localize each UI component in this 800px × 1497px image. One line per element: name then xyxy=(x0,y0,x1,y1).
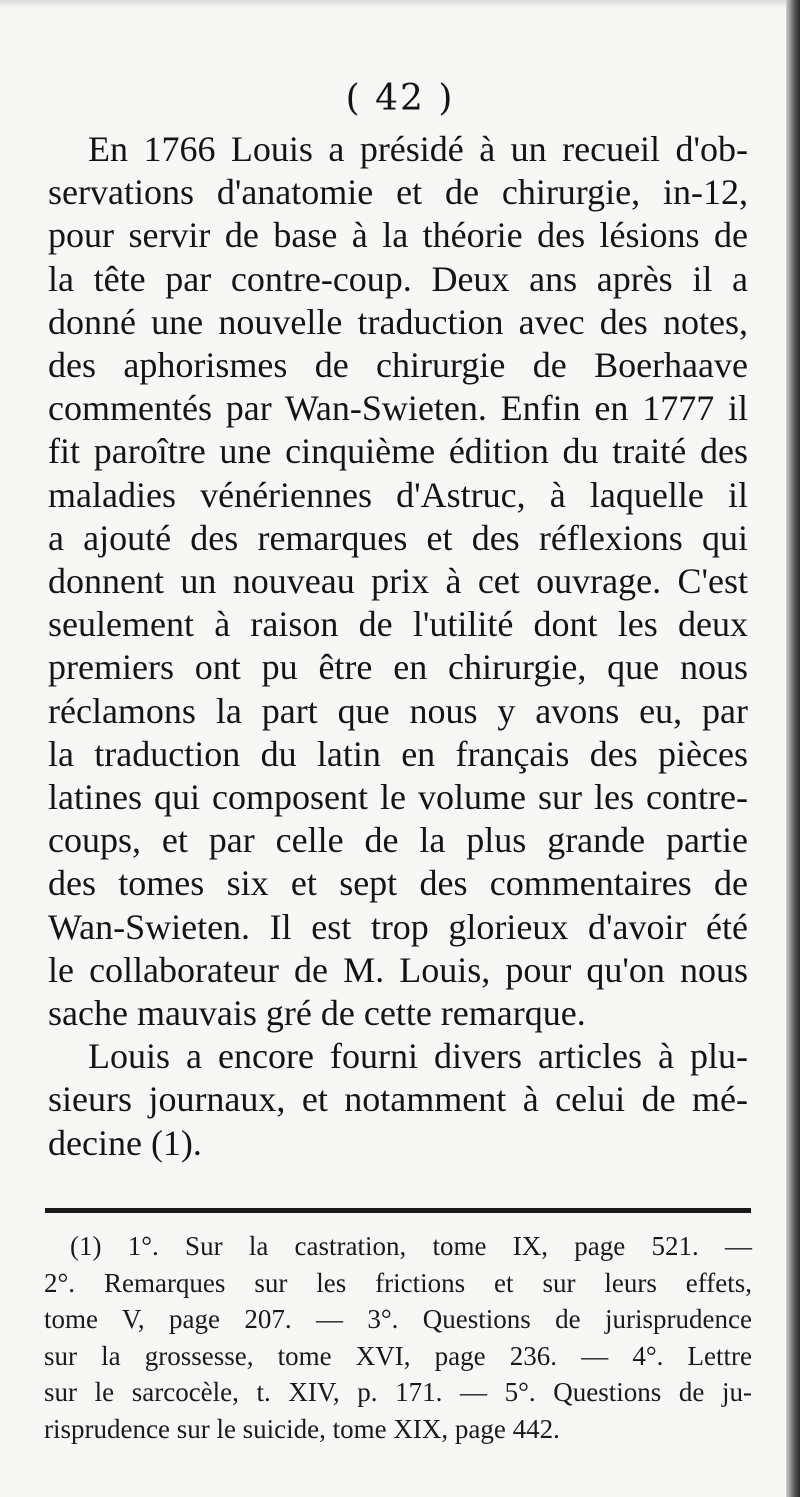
text-line: En 1766 Louis a présidé à un recueil d'ob- xyxy=(88,129,748,169)
text-line: commentés par Wan-Swieten. Enfin en 1777 il xyxy=(48,388,748,429)
footnote-line: tome V, page 207. — 3°. Questions de jurisprudence xyxy=(44,1304,752,1334)
text-line: donnent un nouveau prix à cet ouvrage. C'est xyxy=(48,561,748,602)
text-line: seulement à raison de l'utilité dont les deux xyxy=(48,604,748,645)
text-line: decine (1). xyxy=(48,1122,202,1163)
text-line: latines qui composent le volume sur les contre- xyxy=(48,777,748,818)
text-line: la tête par contre-coup. Deux ans après il a xyxy=(48,258,748,299)
text-line: sache mauvais gré de cette remarque. xyxy=(48,993,586,1034)
text-line: pour servir de base à la théorie des lésions de xyxy=(48,215,748,256)
text-line: servations d'anatomie et de chirurgie, in-12, xyxy=(48,172,748,213)
text-line: Wan-Swieten. Il est trop glorieux d'avoir été xyxy=(48,906,748,947)
text-line: a ajouté des remarques et des réflexions qui xyxy=(48,517,748,558)
text-line: coups, et par celle de la plus grande partie xyxy=(48,820,748,861)
text-line: premiers ont pu être en chirurgie, que nous xyxy=(48,647,748,688)
footnote-separator-rule xyxy=(45,1208,751,1213)
text-line: des tomes six et sept des commentaires de xyxy=(48,863,748,904)
footnote-line: risprudence sur le suicide, tome XIX, page 442. xyxy=(44,1413,560,1444)
page-binding-edge xyxy=(786,0,800,1497)
footnote-line: (1) 1°. Sur la castration, tome IX, page 521. — xyxy=(70,1231,752,1261)
text-line: fit paroître une cinquième édition du traité des xyxy=(48,431,748,472)
page-number: ( 42 ) xyxy=(345,78,455,119)
page-top-shadow xyxy=(0,0,800,8)
footnote-line: sur le sarcocèle, t. XIV, p. 171. — 5°. Questions de ju- xyxy=(44,1377,752,1407)
text-line: réclamons la part que nous y avons eu, par xyxy=(48,690,748,731)
footnote-block xyxy=(44,1228,752,1447)
text-line: le collaborateur de M. Louis, pour qu'on nous xyxy=(48,949,748,990)
footnote-line: sur la grossesse, tome XVI, page 236. — 4°. Lettre xyxy=(44,1340,752,1371)
text-line: sieurs journaux, et notamment à celui de mé- xyxy=(48,1079,748,1120)
footnote-line: 2°. Remarques sur les frictions et sur leurs effets, xyxy=(44,1267,752,1298)
text-line: maladies vénériennes d'Astruc, à laquelle il xyxy=(48,474,748,515)
text-line: Louis a encore fourni divers articles à plu- xyxy=(88,1036,748,1077)
main-text xyxy=(48,128,748,1165)
text-line: des aphorismes de chirurgie de Boerhaave xyxy=(48,345,748,386)
text-line: donné une nouvelle traduction avec des notes, xyxy=(48,301,748,342)
text-line: la traduction du latin en français des pièces xyxy=(48,733,748,774)
